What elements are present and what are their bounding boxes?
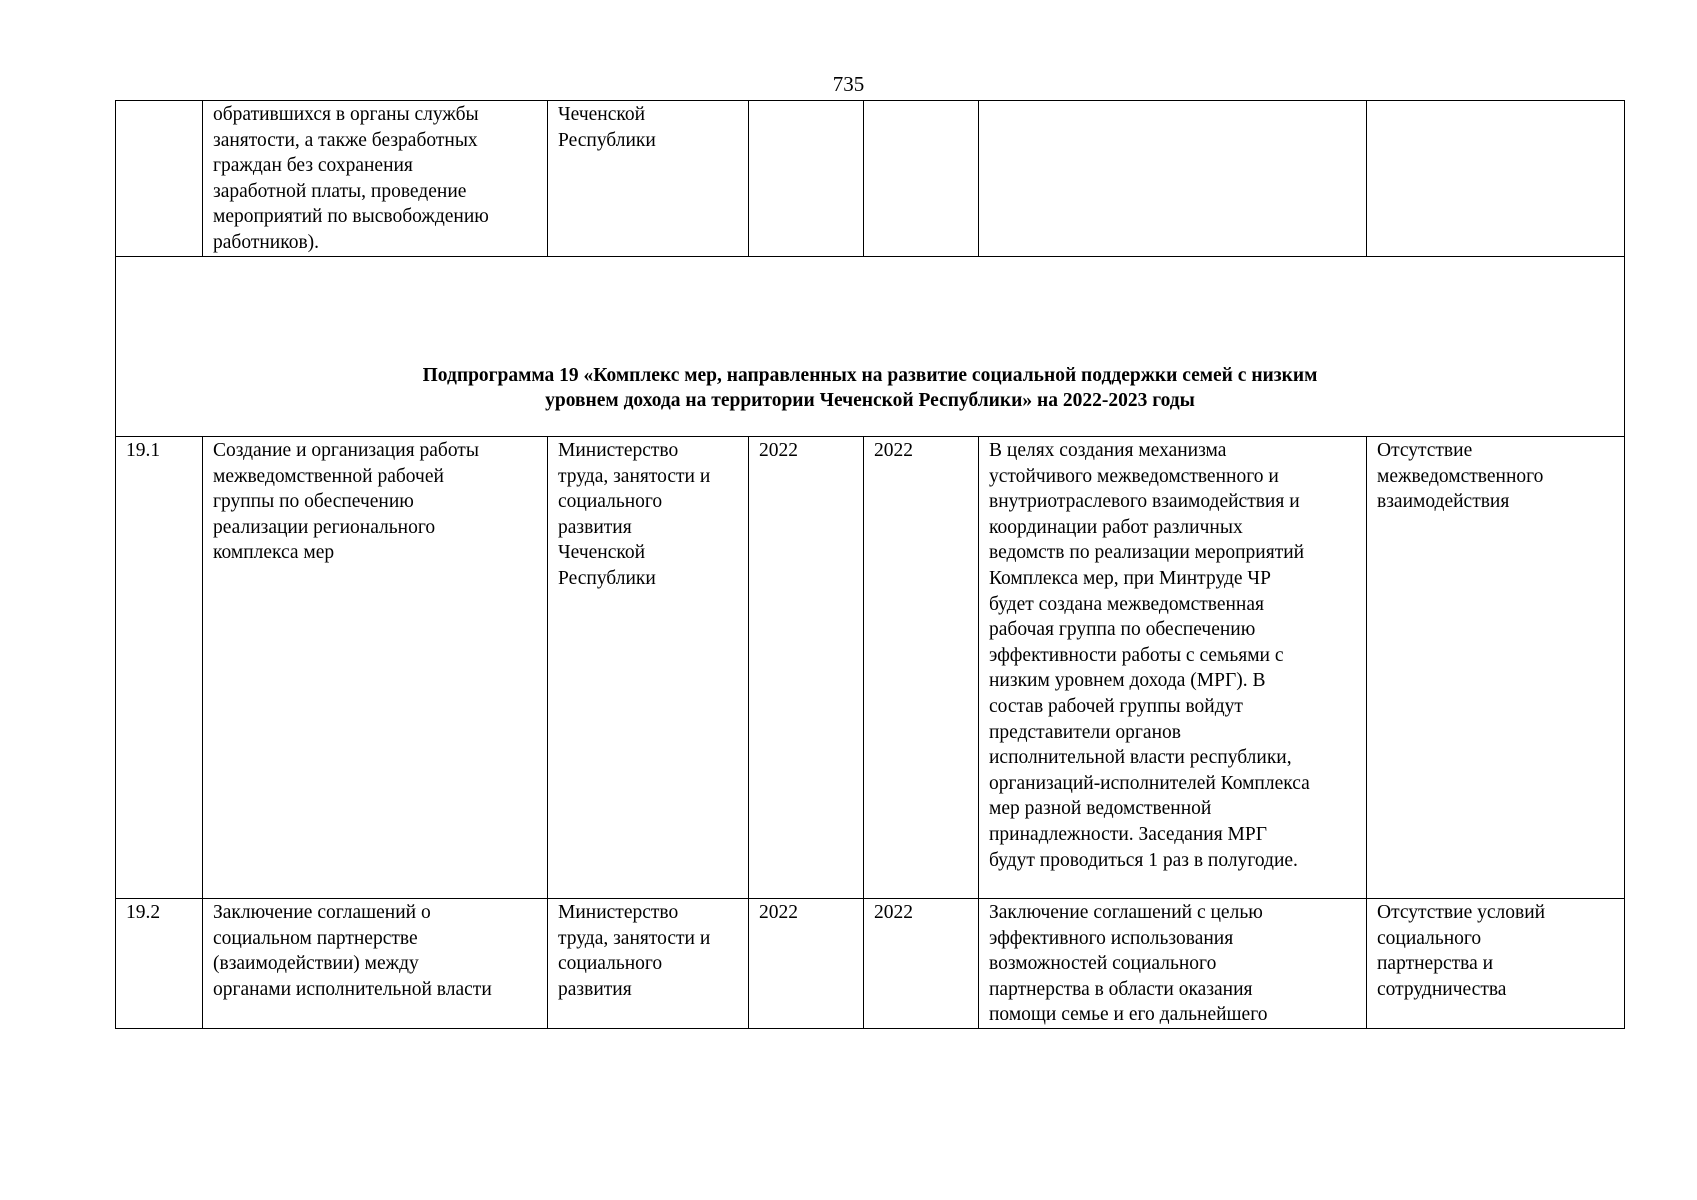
cell-start-year (749, 101, 864, 257)
table-row-continuation (116, 101, 1625, 257)
cell-end-year (864, 101, 979, 257)
cell-expected-result (979, 101, 1367, 257)
cell-executor: Министерство труда, занятости и социального развития Чеченской Республики (548, 437, 749, 899)
subprogram-heading: Подпрограмма 19 «Комплекс мер, направленных на развитие социальной поддержки семей с низким уровнем дохода на территории Чеченской Республики» на 2022-2023 годы (116, 257, 1625, 437)
cell-start-year: 2022 (749, 899, 864, 1029)
cell-consequence: Отсутствие межведомственного взаимодействия (1367, 437, 1625, 899)
measures-table (115, 100, 1625, 1029)
table-row-subprogram (116, 257, 1625, 437)
cell-executor: Чеченской Республики (548, 101, 749, 257)
cell-measure-name: Заключение соглашений о социальном партнерстве (взаимодействии) между органами исполнительной власти (203, 899, 548, 1029)
table-row (116, 899, 1625, 1029)
cell-measure-name: Создание и организация работы межведомственной рабочей группы по обеспечению реализации регионального комплекса мер (203, 437, 548, 899)
table-row (116, 437, 1625, 899)
cell-end-year: 2022 (864, 899, 979, 1029)
cell-consequence: Отсутствие условий социального партнерства и сотрудничества (1367, 899, 1625, 1029)
cell-executor: Министерство труда, занятости и социального развития (548, 899, 749, 1029)
cell-end-year: 2022 (864, 437, 979, 899)
cell-expected-result: Заключение соглашений с целью эффективного использования возможностей социального партнерства в области оказания помощи семье и его дальнейшего (979, 899, 1367, 1029)
cell-expected-result: В целях создания механизма устойчивого межведомственного и внутриотраслевого взаимодействия и координации работ различных ведомств по реализации мероприятий Комплекса мер, при Минтруде ЧР будет создана межведомственная рабочая группа по обеспечению эффективности работы с семьями с низким уровнем дохода (МРГ). В состав рабочей группы войдут представители органов исполнительной власти республики, организаций-исполнителей Комплекса мер разной ведомственной принадлежности. Заседания МРГ будут проводиться 1 раз в полугодие. (979, 437, 1367, 899)
page-number: 735 (832, 72, 865, 96)
cell-consequence (1367, 101, 1625, 257)
cell-number (116, 101, 203, 257)
cell-number: 19.1 (116, 437, 203, 899)
cell-number: 19.2 (116, 899, 203, 1029)
cell-measure-name: обратившихся в органы службы занятости, а также безработных граждан без сохранения заработной платы, проведение мероприятий по высвобождению работников). (203, 101, 548, 257)
cell-start-year: 2022 (749, 437, 864, 899)
